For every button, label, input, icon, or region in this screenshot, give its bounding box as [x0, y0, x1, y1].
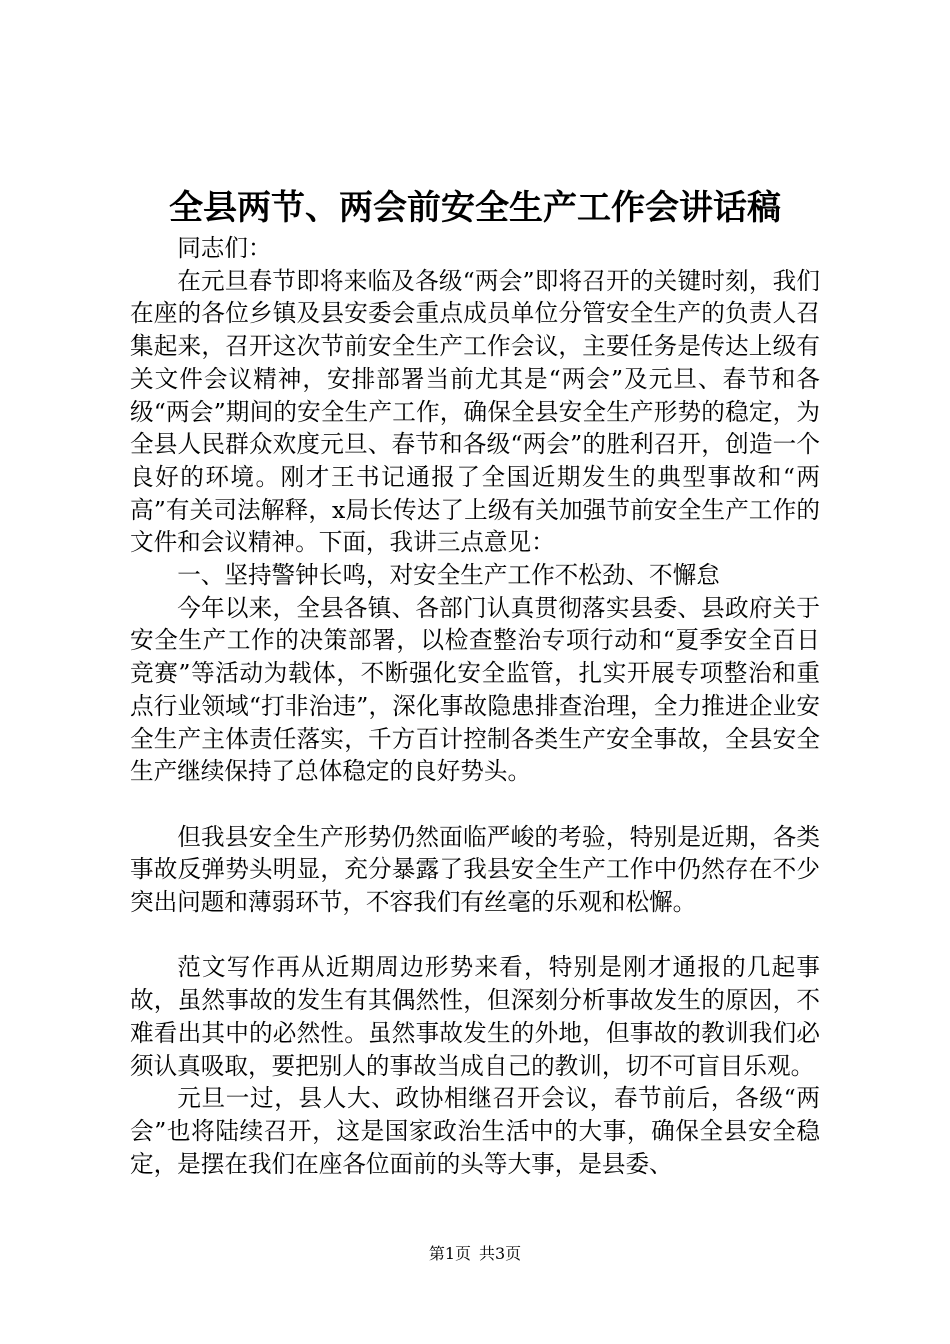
paragraph-two-sessions: 元旦一过，县人大、政协相继召开会议，春节前后，各级“两会”也将陆续召开，这是国家政治生活中的大事，确保全县安全稳定，是摆在我们在座各位面前的头等大事，是县委、 [130, 1084, 820, 1178]
page-footer [0, 1243, 950, 1265]
salutation: 同志们： [177, 234, 272, 262]
paragraph-lessons: 范文写作再从近期周边形势来看，特别是刚才通报的几起事故，虽然事故的发生有其偶然性，但深刻分析事故发生的原因，不难看出其中的必然性。虽然事故发生的外地，但事故的教训我们必须认真吸取，要把别人的事故当成自己的教训，切不可盲目乐观。 [130, 953, 820, 1080]
paragraph-challenges: 但我县安全生产形势仍然面临严峻的考验，特别是近期，各类事故反弹势头明显，充分暴露了我县安全生产工作中仍然存在不少突出问题和薄弱环节，不容我们有丝毫的乐观和松懈。 [130, 822, 820, 917]
document-title: 全县两节、两会前安全生产工作会讲话稿 [169, 188, 781, 228]
paragraph-intro: 在元旦春节即将来临及各级“两会”即将召开的关键时刻，我们在座的各位乡镇及县安委会重点成员单位分管安全生产的负责人召集起来，召开这次节前安全生产工作会议，主要任务是传达上级有关文件会议精神，安排部署当前尤其是“两会”及元旦、春节和各级“两会”期间的安全生产工作，确保全县安全生产形势的稳定，为全县人民群众欢度元旦、春节和各级“两会”的胜利召开，创造一个良好的环境。刚才王书记通报了全国近期发生的典型事故和“两高”有关司法解释，x局长传达了上级有关加强节前安全生产工作的文件和会议精神。下面，我讲三点意见： [130, 266, 820, 557]
page-number: 第1页 [428, 1244, 471, 1263]
page-total: 共3页 [479, 1244, 522, 1263]
section-heading-1: 一、坚持警钟长鸣，对安全生产工作不松劲、不懈怠 [177, 561, 720, 590]
document-body [130, 232, 820, 1180]
paragraph-progress: 今年以来，全县各镇、各部门认真贯彻落实县委、县政府关于安全生产工作的决策部署，以检查整治专项行动和“夏季安全百日竞赛”等活动为载体，不断强化安全监管，扎实开展专项整治和重点行业领域“打非治违”，深化事故隐患排查治理，全力推进企业安全生产主体责任落实，千方百计控制各类生产安全事故，全县安全生产继续保持了总体稳定的良好势头。 [130, 593, 820, 786]
